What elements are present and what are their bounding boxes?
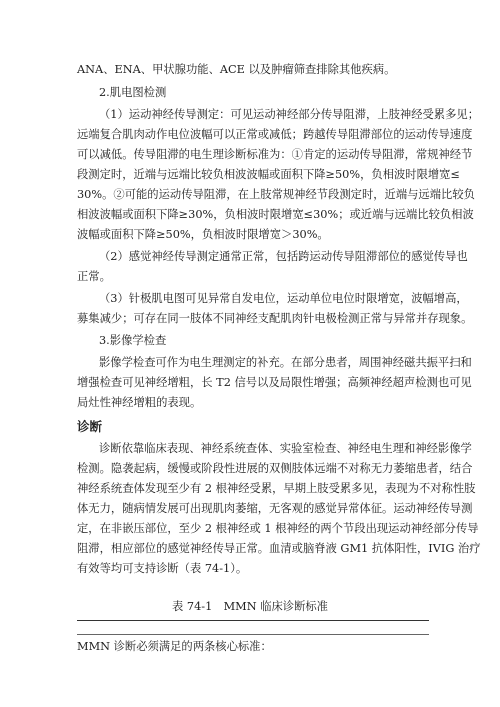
text-line: ANA、ENA、甲状腺功能、ACE 以及肿瘤筛查排除其他疾病。 [77,63,396,76]
text-line: 远端复合肌肉动作电位波幅可以正常或减低；跨越传导阻滞部位的运动传导速度 [77,128,473,141]
text-line: 有效等均可支持诊断（表 74-1）。 [77,562,248,575]
text-line: （3）针极肌电图可见异常自发电位，运动单位电位时限增宽，波幅增高， [99,292,468,305]
section-heading-diagnosis: 诊断 [77,419,103,434]
text-line: 3.影像学检查 [99,334,167,347]
text-line: 2.肌电图检测 [99,86,167,99]
text-line: 局灶性神经增粗的表现。 [77,396,202,409]
text-line: MMN 诊断必须满足的两条核心标准： [77,640,272,653]
text-line: 可以减低。传导阻滞的电生理诊断标准为：①肯定的运动传导阻滞，常规神经节 [77,148,473,161]
table-top-rule [77,620,429,621]
text-line: 体无力，随病情发展可出现肌肉萎缩，无客观的感觉异常体征。运动神经传导测 [77,502,473,515]
table-header-rule [77,634,429,635]
text-line: 30%。②可能的运动传导阻滞，在上肢常规神经节段测定时，近端与远端比较负 [77,188,475,201]
table-caption: 表 74-1 MMN 临床诊断标准 [172,600,328,613]
text-line: 募集减少；可存在同一肢体不同神经支配肌肉针电极检测正常与异常并存现象。 [77,312,473,325]
text-line: （2）感觉神经传导测定通常正常，包括跨运动传导阻滞部位的感觉传导也 [99,250,468,263]
text-line: 增强检查可见神经增粗，长 T2 信号以及局限性增强；高频神经超声检测也可见 [77,376,472,389]
text-line: 阻滞，相应部位的感觉神经传导正常。血清或脑脊液 GM1 抗体阳性，IVIG 治疗 [77,542,481,555]
text-line: 神经系统查体发现至少有 2 根神经受累，早期上肢受累多见，表现为不对称性肢 [77,482,476,495]
text-line: 波幅或面积下降≥50%，负相波时限增宽＞30%。 [77,228,329,241]
text-line: 影像学检查可作为电生理测定的补充。在部分患者，周围神经磁共振平扫和 [99,356,472,369]
text-line: 正常。 [77,270,111,283]
text-line: 诊断依靠临床表现、神经系统查体、实验室检查、神经电生理和神经影像学 [99,442,472,455]
text-line: 检测。隐袭起病，缓慢或阶段性进展的双侧肢体远端不对称无力萎缩患者，结合 [77,462,473,475]
text-line: （1）运动神经传导测定：可见运动神经部分传导阻滞，上肢神经受累多见； [99,108,479,121]
text-line: 相波波幅或面积下降≥30%，负相波时限增宽≤30%；或近端与远端比较负相波 [77,208,474,221]
text-line: 定，在非嵌压部位，至少 2 根神经或 1 根神经的两个节段出现运动神经部分传导 [77,522,479,535]
text-line: 段测定时，近端与远端比较负相波波幅或面积下降≥50%，负相波时限增宽≤ [77,168,460,181]
